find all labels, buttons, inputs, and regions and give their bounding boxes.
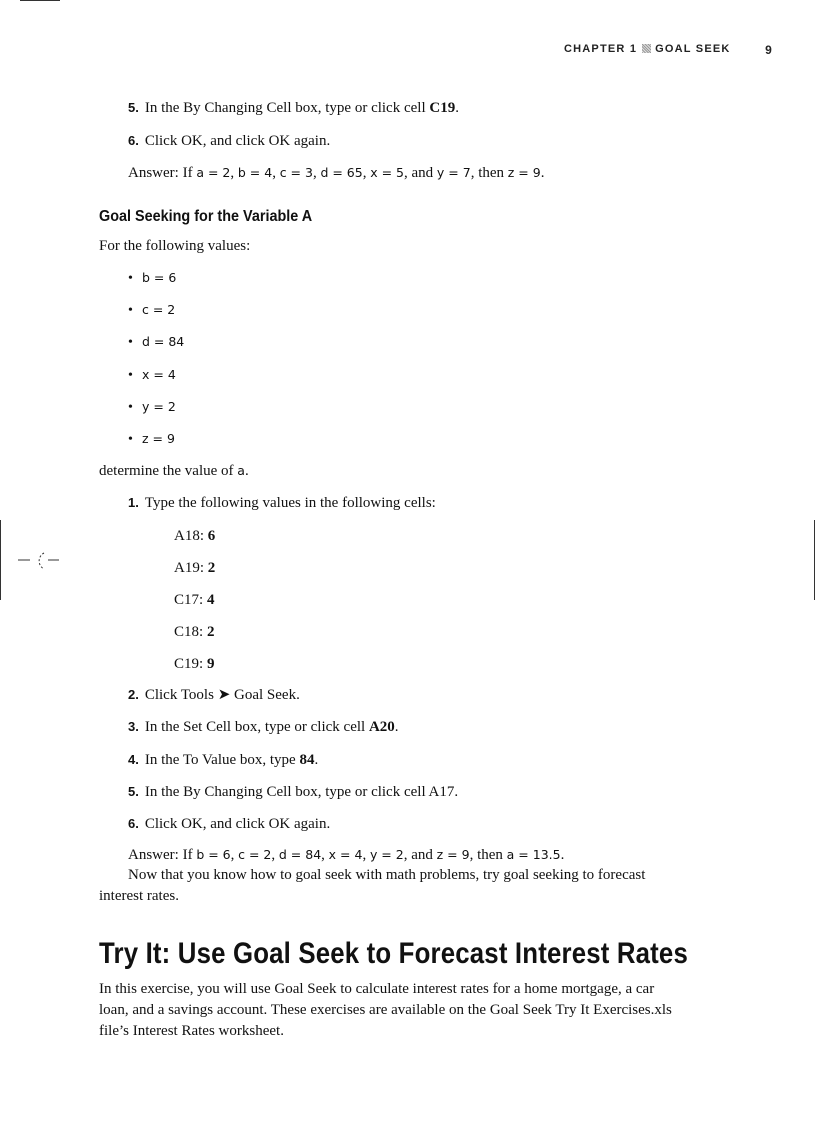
cell-value: C17: 4 <box>174 592 215 608</box>
bullet-item: • b = 6 <box>128 270 177 286</box>
page-number: 9 <box>765 43 773 57</box>
determine-text: determine the value of a. <box>99 463 249 479</box>
step-4: 4. In the To Value box, type 84. <box>128 752 319 768</box>
bullet-item: • d = 84 <box>128 334 185 350</box>
cell-value: C19: 9 <box>174 656 215 672</box>
crop-mark-left <box>0 520 1 600</box>
cell-value: A18: 6 <box>174 528 216 544</box>
step-2: 2. Click Tools ➤ Goal Seek. <box>128 687 300 703</box>
step-6: 6. Click OK, and click OK again. <box>128 816 331 832</box>
cell-value: A19: 2 <box>174 560 216 576</box>
step-1: 1. Type the following values in the following cells: <box>128 495 436 511</box>
registration-mark-icon <box>14 548 60 574</box>
bullet-item: • y = 2 <box>128 399 176 415</box>
running-head-chapter: CHAPTER 1 GOAL SEEK <box>564 43 731 55</box>
bullet-item: • z = 9 <box>128 431 175 447</box>
running-head <box>520 43 775 59</box>
bullet-item: • c = 2 <box>128 302 176 318</box>
crop-mark-right <box>814 520 815 600</box>
now-para-line2: interest rates. <box>99 888 179 904</box>
cell-value: C18: 2 <box>174 624 215 640</box>
final-para-line3: file’s Interest Rates worksheet. <box>99 1023 284 1039</box>
answer-1: Answer: If a = 2, b = 4, c = 3, d = 65, x = 5, and y = 7, then z = 9. <box>128 165 545 181</box>
crop-mark-top <box>20 0 60 1</box>
final-para-line1: In this exercise, you will use Goal Seek to calculate interest rates for a home mortgage, a car <box>99 981 655 997</box>
section-heading: Goal Seeking for the Variable A <box>99 208 313 225</box>
step-5: 5. In the By Changing Cell box, type or click cell A17. <box>128 784 459 800</box>
now-para-line1: Now that you know how to goal seek with math problems, try goal seeking to forecast <box>128 867 646 883</box>
main-heading: Try It: Use Goal Seek to Forecast Interest Rates <box>99 937 688 970</box>
separator-icon <box>642 44 651 53</box>
step-3: 3. In the Set Cell box, type or click cell A20. <box>128 719 399 735</box>
bullet-item: • x = 4 <box>128 367 176 383</box>
prev-step-6: 6. Click OK, and click OK again. <box>128 133 331 149</box>
prev-step-5: 5. In the By Changing Cell box, type or click cell C19. <box>128 100 459 116</box>
intro-text: For the following values: <box>99 238 251 254</box>
answer-2: Answer: If b = 6, c = 2, d = 84, x = 4, y = 2, and z = 9, then a = 13.5. <box>128 847 565 863</box>
final-para-line2: loan, and a savings account. These exercises are available on the Goal Seek Try It Exercises.xls <box>99 1002 672 1018</box>
